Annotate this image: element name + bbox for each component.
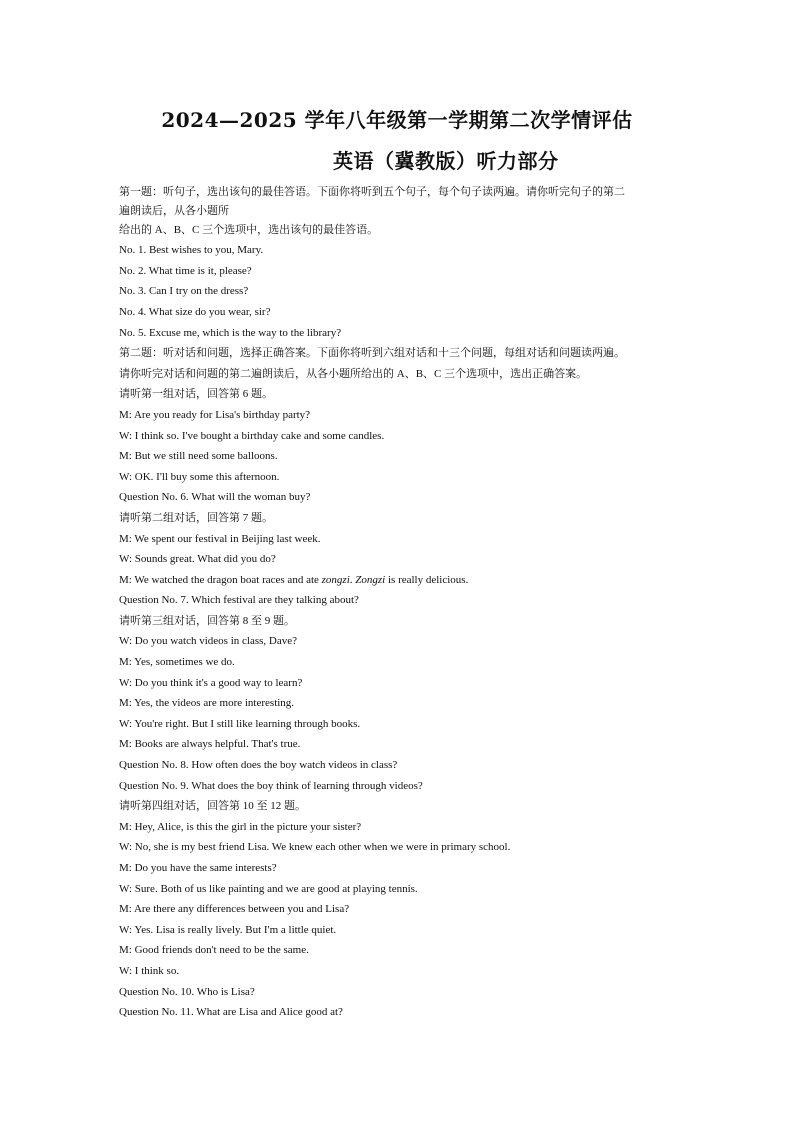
group1-question-6: Question No. 6. What will the woman buy?	[119, 491, 311, 504]
group2-line-3-part-a: M: We watched the dragon boat races and ate	[119, 573, 322, 586]
group3-question-8: Question No. 8. How often does the boy watch videos in class?	[119, 759, 398, 772]
group4-line-7: M: Good friends don't need to be the same.	[119, 944, 309, 957]
group2-line-3-part-e: is really delicious.	[385, 573, 469, 586]
document-subtitle: 英语（冀教版）听力部分	[333, 149, 559, 173]
section1-instruction-line3: 给出的 A、B、C 三个选项中，选出该句的最佳答语。	[119, 223, 379, 236]
document-body	[119, 182, 679, 1023]
group4-line-4: W: Sure. Both of us like painting and we are good at playing tennis.	[119, 882, 418, 895]
zongzi-word-capital: Zongzi	[355, 573, 386, 586]
group4-line-2: W: No, she is my best friend Lisa. We knew each other when we were in primary school.	[119, 841, 511, 854]
group3-question-9: Question No. 9. What does the boy think of learning through videos?	[119, 779, 423, 792]
group3-intro: 请听第三组对话，回答第 8 至 9 题。	[119, 614, 295, 627]
group1-line-4: W: OK. I'll buy some this afternoon.	[119, 470, 280, 483]
section1-item-1: No. 1. Best wishes to you, Mary.	[119, 244, 264, 257]
group3-line-1: W: Do you watch videos in class, Dave?	[119, 635, 297, 648]
group4-line-5: M: Are there any differences between you and Lisa?	[119, 903, 350, 916]
group1-line-1: M: Are you ready for Lisa's birthday party?	[119, 408, 311, 421]
group4-intro: 请听第四组对话，回答第 10 至 12 题。	[119, 800, 306, 813]
group2-line-1: M: We spent our festival in Beijing last week.	[119, 532, 321, 545]
group2-line-3-part-c: .	[349, 573, 356, 586]
zongzi-word: zongzi	[321, 573, 350, 586]
group4-line-8: W: I think so.	[119, 964, 180, 977]
group4-line-3: M: Do you have the same interests?	[119, 862, 277, 874]
group3-line-3: W: Do you think it's a good way to learn?	[119, 676, 303, 689]
group2-line-3	[119, 570, 679, 591]
group3-line-6: M: Books are always helpful. That's true.	[119, 738, 301, 751]
group4-question-11: Question No. 11. What are Lisa and Alice good at?	[119, 1006, 343, 1019]
section2-instruction-line1: 第二题：听对话和问题，选择正确答案。下面你将听到六组对话和十三个问题，每组对话和问题读两遍。	[119, 347, 625, 360]
group1-intro: 请听第一组对话，回答第 6 题。	[119, 388, 273, 401]
group2-question-7: Question No. 7. Which festival are they talking about?	[119, 594, 359, 607]
group2-line-2: W: Sounds great. What did you do?	[119, 553, 276, 566]
group3-line-4: M: Yes, the videos are more interesting.	[119, 697, 295, 710]
group3-line-5: W: You're right. But I still like learning through books.	[119, 717, 361, 730]
group3-line-2: M: Yes, sometimes we do.	[119, 656, 235, 669]
document-title: 2024—2025 学年八年级第一学期第二次学情评估	[161, 108, 633, 132]
group4-line-1: M: Hey, Alice, is this the girl in the picture your sister?	[119, 820, 362, 833]
group4-question-10: Question No. 10. Who is Lisa?	[119, 985, 255, 998]
group2-intro: 请听第二组对话，回答第 7 题。	[119, 511, 273, 524]
group1-line-2: W: I think so. I've bought a birthday cake and some candles.	[119, 429, 385, 442]
section2-instruction-line2: 请你听完对话和问题的第二遍朗读后，从各小题所给出的 A、B、C 三个选项中，选出正确答案。	[119, 367, 588, 380]
group4-line-6: W: Yes. Lisa is really lively. But I'm a little quiet.	[119, 923, 337, 936]
section1-instruction-line2: 遍朗读后，从各小题所	[119, 204, 229, 217]
section1-instruction-line1: 第一题：听句子，选出该句的最佳答语。下面你将听到五个句子，每个句子读两遍。请你听完句子的第二	[119, 186, 625, 198]
section1-item-3: No. 3. Can I try on the dress?	[119, 285, 249, 298]
section1-item-2: No. 2. What time is it, please?	[119, 264, 252, 277]
section1-item-4: No. 4. What size do you wear, sir?	[119, 305, 271, 318]
group1-line-3: M: But we still need some balloons.	[119, 450, 278, 463]
section1-item-5: No. 5. Excuse me, which is the way to the library?	[119, 326, 342, 339]
